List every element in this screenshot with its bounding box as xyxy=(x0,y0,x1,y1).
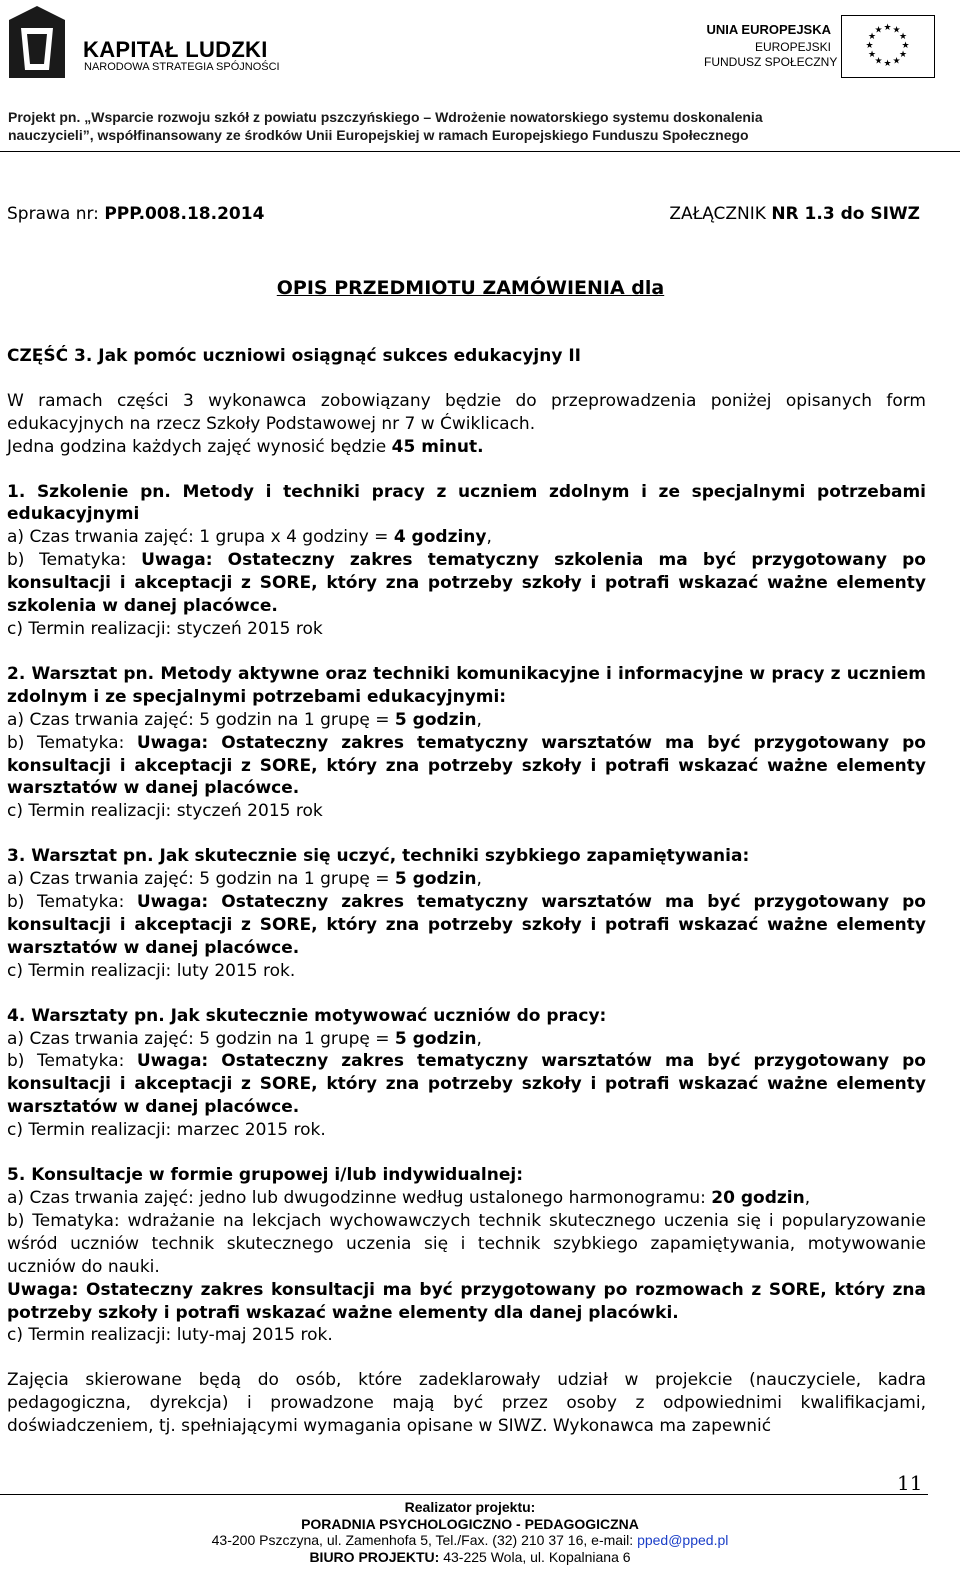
section-2-number: 2. Warsztat pn. xyxy=(7,663,161,684)
section-3-number: 3. Warsztat pn. xyxy=(7,846,160,867)
duration-note xyxy=(7,436,926,459)
page-number: 11 xyxy=(897,1471,923,1495)
section-5-note: Uwaga: Ostateczny zakres konsultacji ma być przygotowany po rozmowach z SORE, który zna potrzeby szkoły i potrafi wskazać ważne elementy dla danej placówki. xyxy=(7,1279,926,1323)
eu-logo xyxy=(704,15,944,80)
page-header xyxy=(0,0,960,150)
svg-text:★: ★ xyxy=(892,56,901,67)
kapital-ludzki-emblem-icon xyxy=(5,4,69,80)
section-2-topic xyxy=(7,732,926,801)
section-2-duration-text: a) Czas trwania zajęć: 5 godzin na 1 grupę = xyxy=(7,709,395,730)
svg-text:★: ★ xyxy=(874,56,883,67)
svg-text:★: ★ xyxy=(865,41,874,51)
section-3-name: Jak skutecznie się uczyć, techniki szybkiego zapamiętywania: xyxy=(159,846,750,867)
section-2-heading xyxy=(7,663,926,709)
section-3-duration-value: 5 godzin xyxy=(394,869,477,890)
section-1-duration-tail: , xyxy=(486,527,492,548)
svg-text:★: ★ xyxy=(867,32,877,42)
section-4-heading xyxy=(7,1005,926,1028)
duration-text: Jedna godzina każdych zajęć wynosić będzie xyxy=(7,436,392,457)
document-title: OPIS PRZEDMIOTU ZAMÓWIENIA dla xyxy=(276,277,665,299)
svg-text:★: ★ xyxy=(867,50,877,60)
svg-text:★: ★ xyxy=(898,50,908,60)
section-2-duration-tail: , xyxy=(476,709,482,730)
footer-office-label: BIURO PROJEKTU: xyxy=(309,1548,444,1565)
header-divider xyxy=(0,151,960,152)
annex-prefix: ZAŁĄCZNIK xyxy=(669,204,772,224)
section-5-duration xyxy=(7,1187,926,1210)
project-line-1: Projekt pn. „Wsparcie rozwoju szkół z powiatu pszczyńskiego – Wdrożenie nowatorskiego systemu doskonalenia xyxy=(8,109,763,125)
section-5-duration-tail: , xyxy=(804,1188,811,1208)
eu-flag-icon xyxy=(841,15,935,78)
section-3-duration xyxy=(7,868,926,891)
section-2-term: c) Termin realizacji: styczeń 2015 rok xyxy=(7,801,323,822)
part-title: CZĘŚĆ 3. Jak pomóc uczniowi osiągnąć sukces edukacyjny II xyxy=(7,345,581,366)
project-line-2: nauczycieli”, współfinansowany ze środków Unii Europejskiej w ramach Europejskiego Funduszu Społecznego xyxy=(8,127,749,143)
section-2-duration-value: 5 godzin xyxy=(394,709,477,730)
footer-line-2: PORADNIA PSYCHOLOGICZNO - PEDAGOGICZNA xyxy=(301,1515,639,1532)
section-3-duration-text: a) Czas trwania zajęć: 5 godzin na 1 grupę = xyxy=(7,869,395,890)
section-5-duration-value: 20 godzin xyxy=(711,1188,805,1208)
eu-stars-icon xyxy=(842,16,933,76)
annex-number: NR 1.3 do SIWZ xyxy=(771,204,920,224)
annex-label xyxy=(669,203,920,226)
section-3-topic-label: b) Tematyka: xyxy=(7,892,137,913)
duration-value: 45 minut. xyxy=(391,436,484,457)
section-5-term: c) Termin realizacji: luty-maj 2015 rok. xyxy=(7,1325,333,1346)
section-5-topic: b) Tematyka: wdrażanie na lekcjach wychowawczych technik skutecznego uczenia się i popularyzowanie wśród uczniów technik skutecznego uczenia się i technik szybkiego zapamiętywania, motywowanie uczniów do nauki. xyxy=(7,1210,926,1277)
case-label: Sprawa nr: xyxy=(7,204,105,224)
section-4-number: 4. Warsztaty pn. xyxy=(7,1005,171,1026)
svg-text:★: ★ xyxy=(883,23,892,33)
logo-subtitle: NARODOWA STRATEGIA SPÓJNOŚCI xyxy=(84,61,280,73)
section-2-duration xyxy=(7,709,926,732)
section-3-term: c) Termin realizacji: luty 2015 rok. xyxy=(7,960,296,981)
section-4-duration-tail: , xyxy=(476,1028,482,1049)
footer-address: 43-200 Pszczyna, ul. Zamenhofa 5, Tel./Fax. (32) 210 37 16, e-mail: xyxy=(211,1532,638,1548)
eu-line-2: EUROPEJSKI xyxy=(754,40,831,54)
section-5-duration-text: a) Czas trwania zajęć: jedno lub dwugodzinne według ustalonego harmonogramu: xyxy=(7,1188,712,1208)
kapital-ludzki-logo xyxy=(5,4,290,80)
eu-line-1: UNIA EUROPEJSKA xyxy=(706,22,831,37)
footer-email-link[interactable]: pped@pped.pl xyxy=(637,1532,729,1548)
section-3-heading xyxy=(7,845,926,868)
svg-text:★: ★ xyxy=(883,59,892,69)
section-2-name: Metody aktywne oraz techniki komunikacyjne i informacyjne w pracy z uczniem zdolnym i ze specjalnymi potrzebami edukacyjnymi: xyxy=(7,663,927,707)
intro-paragraph: W ramach części 3 wykonawca zobowiązany będzie do przeprowadzenia poniżej opisanych form edukacyjnych na rzecz Szkoły Podstawowej nr 7 w Ćwiklicach. xyxy=(7,390,926,434)
page-footer xyxy=(0,1499,940,1565)
svg-text:★: ★ xyxy=(892,25,901,36)
section-2-topic-label: b) Tematyka: xyxy=(7,732,137,753)
closing-paragraph: Zajęcia skierowane będą do osób, które zadeklarowały udział w projekcie (nauczyciele, kadra pedagogiczna, dyrekcja) i prowadzone mają być przez osoby z odpowiednimi kwalifikacjami, doświadczeniem, tj. spełniającymi wymagania opisane w SIWZ. Wykonawca ma zapewnić xyxy=(7,1370,926,1437)
section-4-name: Jak skutecznie motywować uczniów do pracy: xyxy=(170,1005,607,1026)
svg-text:★: ★ xyxy=(874,25,883,36)
section-1-topic-label: b) Tematyka: xyxy=(7,550,142,571)
section-4-topic-label: b) Tematyka: xyxy=(7,1051,137,1072)
section-3-duration-tail: , xyxy=(476,869,482,890)
footer-line-1: Realizator projektu: xyxy=(404,1499,536,1515)
section-4-duration-value: 5 godzin xyxy=(394,1028,477,1049)
section-2-topic-note: Uwaga: Ostateczny zakres tematyczny warsztatów ma być przygotowany po konsultacji i akceptacji z SORE, który zna potrzeby szkoły i potrafi wskazać ważne elementy warsztatów w danej placówce. xyxy=(7,732,926,799)
project-description xyxy=(8,108,952,144)
footer-divider xyxy=(0,1494,928,1495)
svg-text:★: ★ xyxy=(898,32,908,42)
section-4-duration xyxy=(7,1028,926,1051)
section-4-topic xyxy=(7,1050,926,1119)
document-body xyxy=(7,203,926,1438)
section-4-topic-note: Uwaga: Ostateczny zakres tematyczny warsztatów ma być przygotowany po konsultacji i akceptacji z SORE, który zna potrzeby szkoły i potrafi wskazać ważne elementy warsztatów w danej placówce. xyxy=(7,1051,926,1118)
section-1-duration xyxy=(7,526,926,549)
footer-line-3 xyxy=(0,1532,940,1549)
section-3-topic-note: Uwaga: Ostateczny zakres tematyczny warsztatów ma być przygotowany po konsultacji i akceptacji z SORE, który zna potrzeby szkoły i potrafi wskazać ważne elementy warsztatów w danej placówce. xyxy=(7,892,926,958)
case-number: PPP.008.18.2014 xyxy=(104,204,265,224)
section-1-heading: 1. Szkolenie pn. Metody i techniki pracy z uczniem zdolnym i ze specjalnymi potrzebami edukacyjnymi xyxy=(7,481,926,525)
footer-office-address: 43-225 Wola, ul. Kopalniana 6 xyxy=(443,1548,631,1565)
section-3-topic xyxy=(7,891,926,960)
section-1-topic xyxy=(7,549,926,618)
case-row xyxy=(7,203,926,229)
section-4-duration-text: a) Czas trwania zajęć: 5 godzin na 1 grupę = xyxy=(7,1028,395,1049)
section-1-term: c) Termin realizacji: styczeń 2015 rok xyxy=(7,618,323,639)
section-4-term: c) Termin realizacji: marzec 2015 rok. xyxy=(7,1120,326,1141)
eu-line-3: FUNDUSZ SPOŁECZNY xyxy=(704,55,838,69)
section-1-topic-note: Uwaga: Ostateczny zakres tematyczny szkolenia ma być przygotowany po konsultacji i akceptacji z SORE, który zna potrzeby szkoły i potrafi wskazać ważne elementy szkolenia w danej placówce. xyxy=(7,550,926,617)
section-1-duration-text: a) Czas trwania zajęć: 1 grupa x 4 godziny = xyxy=(7,527,394,548)
svg-text:★: ★ xyxy=(901,41,910,51)
logo-title: KAPITAŁ LUDZKI xyxy=(83,37,268,62)
footer-line-4 xyxy=(0,1549,940,1566)
section-1-duration-value: 4 godziny xyxy=(393,527,487,548)
section-5-heading: 5. Konsultacje w formie grupowej i/lub indywidualnej: xyxy=(7,1165,524,1186)
